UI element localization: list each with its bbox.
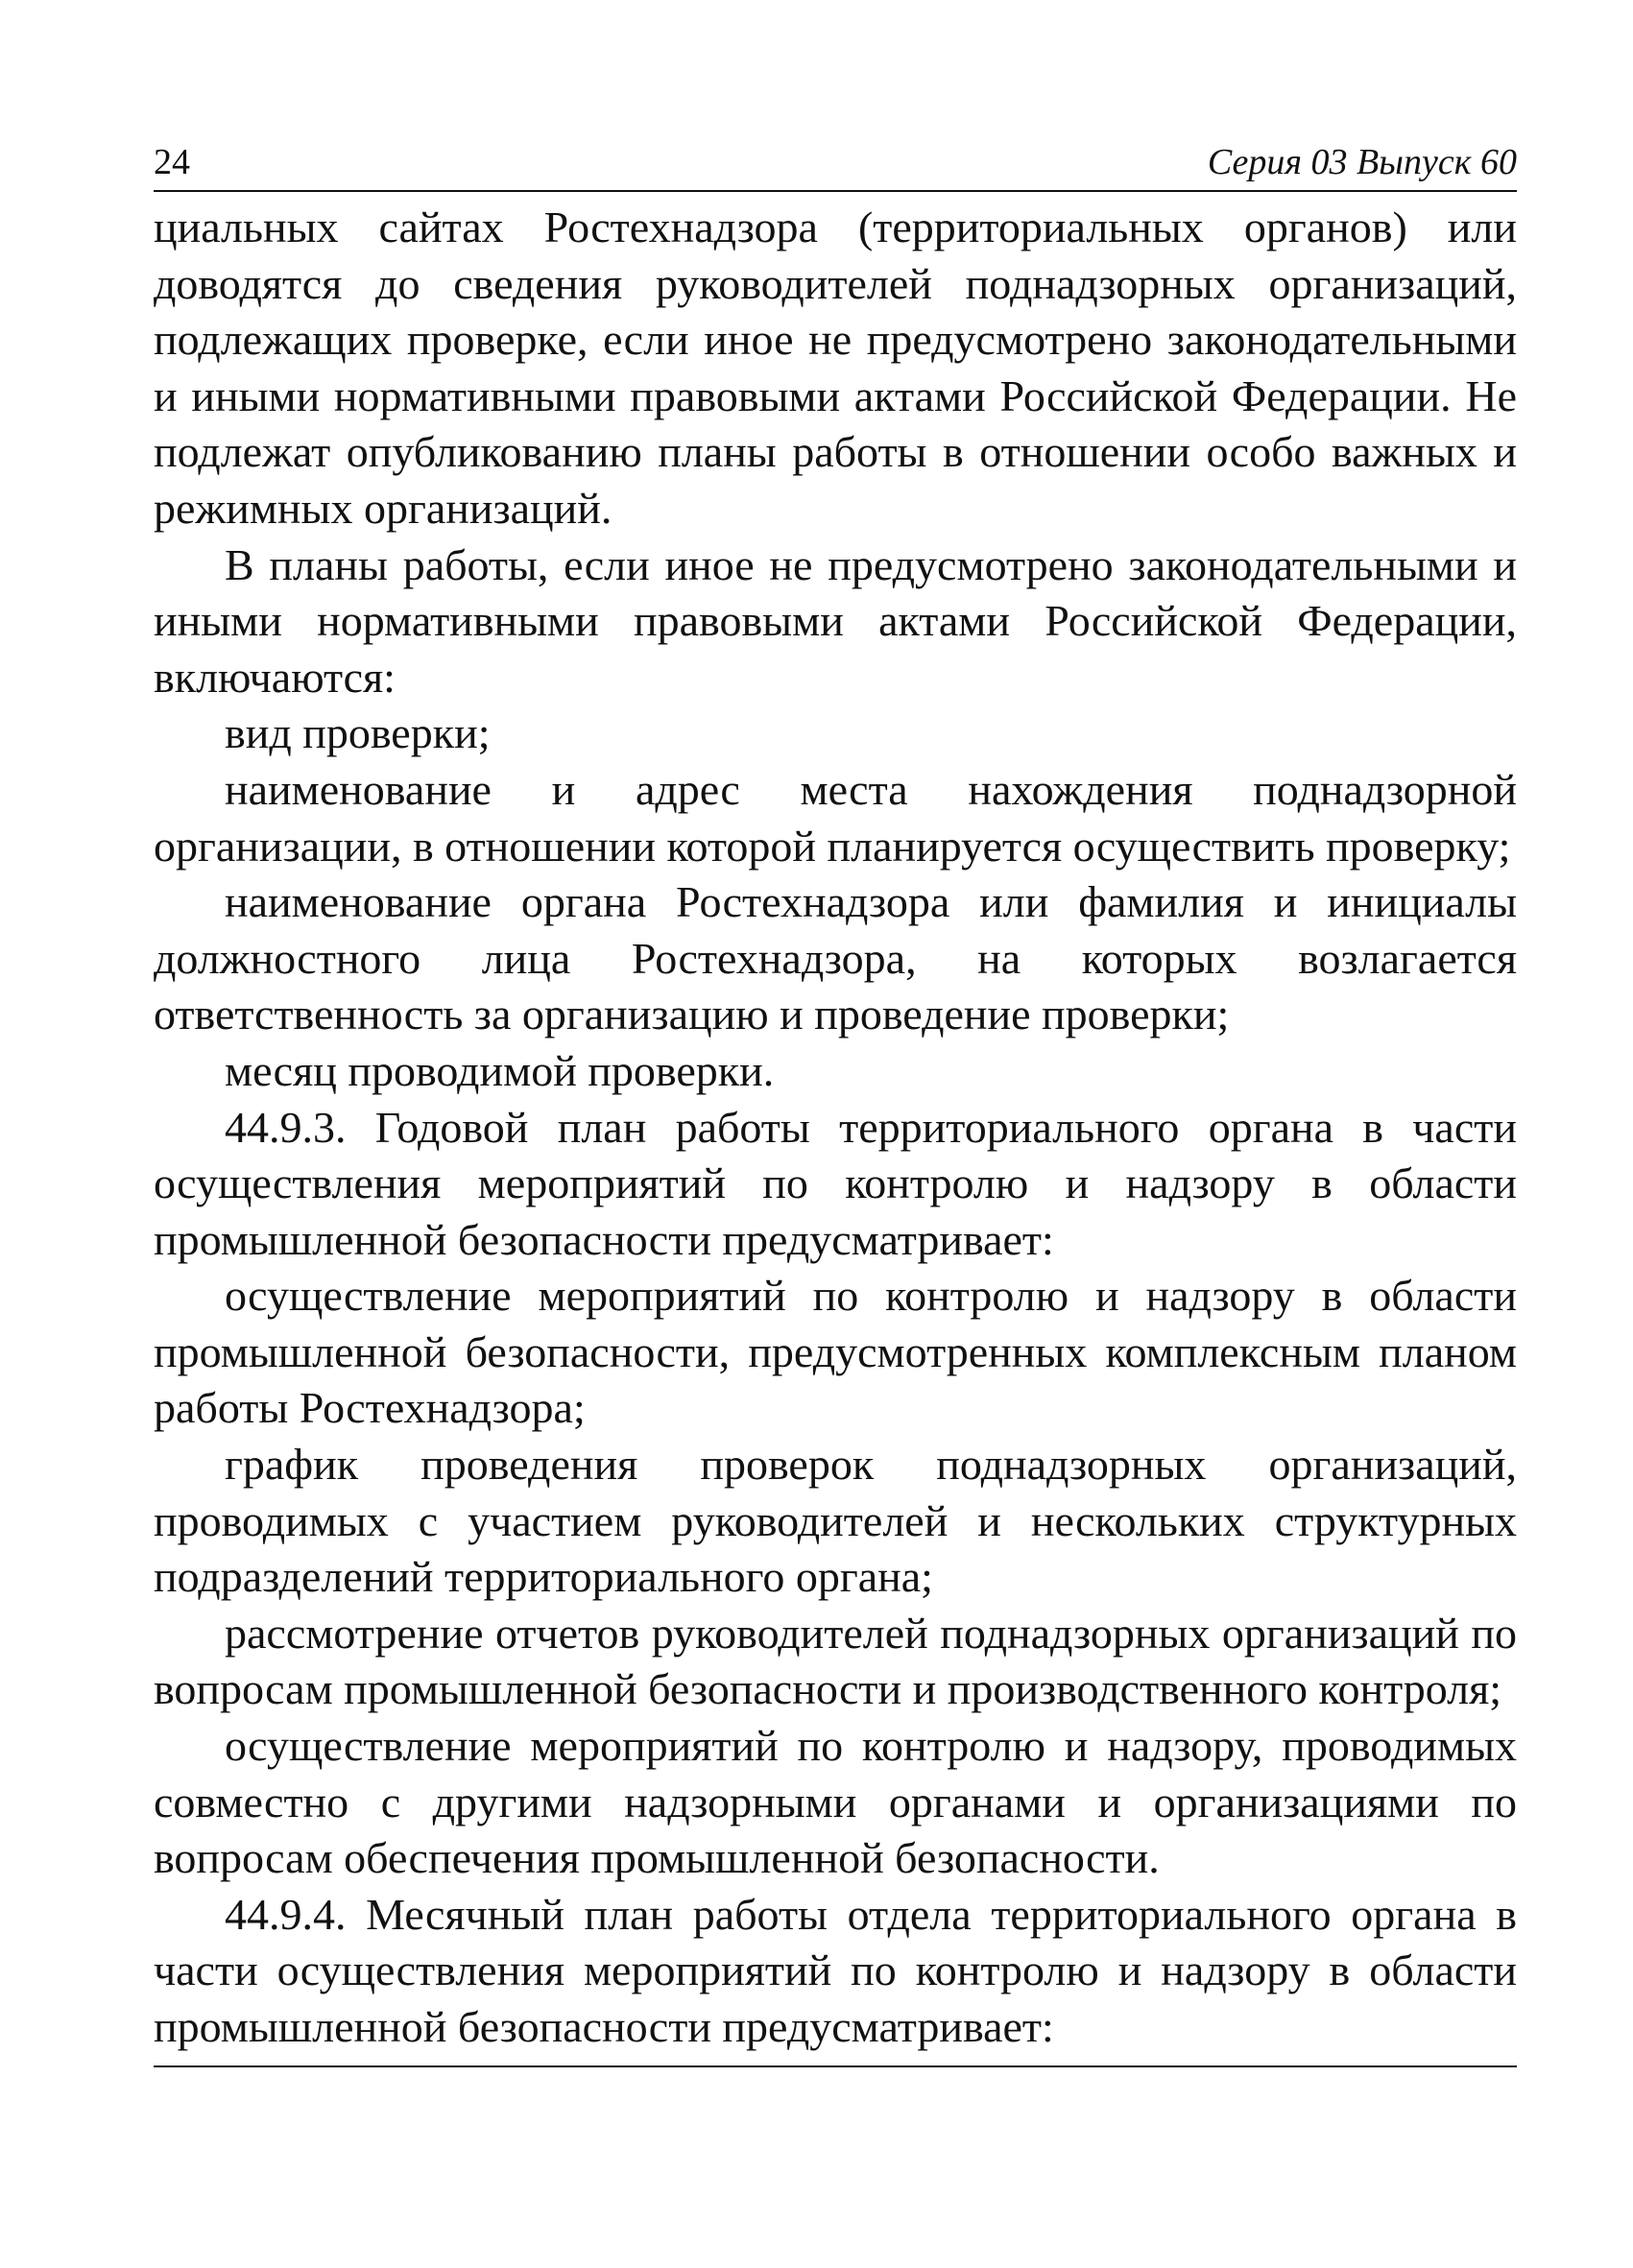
section-paragraph-44-9-3: 44.9.3. Годовой план работы территориального органа в части осуществления мероприятий по контролю и надзору в области промышленной безопасности предусматривает: [154, 1102, 1517, 1264]
list-item: наименование органа Ростехнадзора или фамилия и инициалы должностного лица Ростехнадзора, на которых возлагается ответственность за организацию и проведение проверки; [154, 877, 1517, 1039]
series-title: Серия 03 Выпуск 60 [1207, 142, 1517, 182]
list-item: вид проверки; [225, 708, 491, 758]
section-paragraph-44-9-4: 44.9.4. Месячный план работы отдела территориального органа в части осуществления мероприятий по контролю и надзору в области промышленной безопасности предусматривает: [154, 1889, 1517, 2051]
list-item: график проведения проверок поднадзорных организаций, проводимых с участием руководителей и нескольких структурных подразделений территориального органа; [154, 1440, 1517, 1602]
running-header [154, 134, 1517, 192]
paragraph: В планы работы, если иное не предусмотрено законодательными и иными нормативными правовыми актами Российской Федерации, включаются: [154, 539, 1517, 702]
page-number: 24 [154, 142, 190, 182]
paragraph-continued: циальных сайтах Ростехнадзора (территориальных органов) или доводятся до сведения руководителей поднадзорных организаций, подлежащих проверке, если иное не предусмотрено законодательными и иными нормативными правовыми актами Российской Федерации. Не подлежат опубликованию планы работы в отношении особо важных и режимных организаций. [154, 203, 1517, 533]
bottom-rule [154, 2065, 1517, 2067]
body-text [154, 200, 1517, 2056]
list-item: осуществление мероприятий по контролю и надзору, проводимых совместно с другими надзорными органами и организациями по вопросам обеспечения промышленной безопасности. [154, 1721, 1517, 1883]
list-item: рассмотрение отчетов руководителей поднадзорных организаций по вопросам промышленной безопасности и производственного контроля; [154, 1608, 1517, 1714]
document-page [154, 134, 1517, 2067]
list-item: наименование и адрес места нахождения поднадзорной организации, в отношении которой планируется осуществить проверку; [154, 764, 1517, 871]
list-item: месяц проводимой проверки. [225, 1045, 775, 1095]
list-item: осуществление мероприятий по контролю и надзору в области промышленной безопасности, предусмотренных комплексным планом работы Ростехнадзора; [154, 1271, 1517, 1433]
